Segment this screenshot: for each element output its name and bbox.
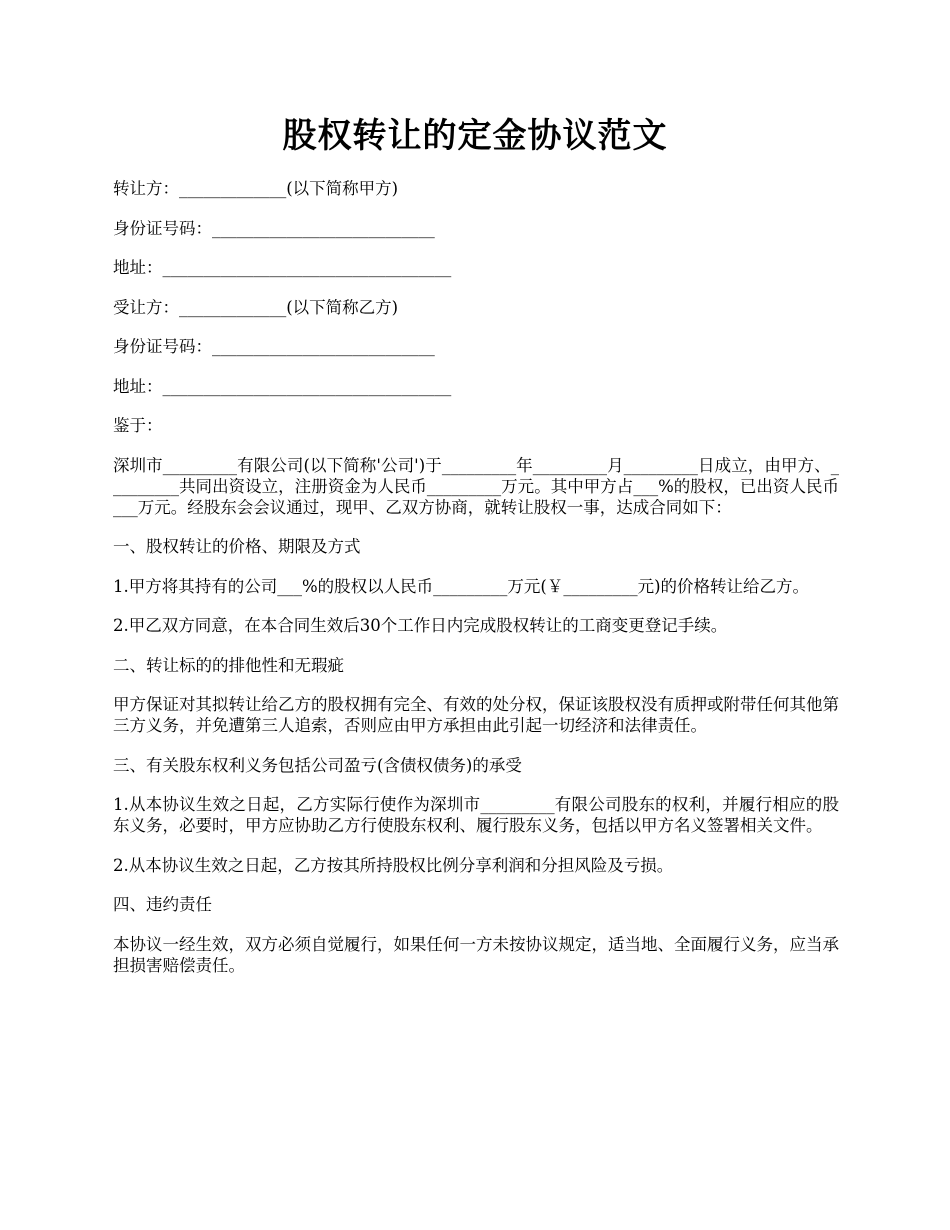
document-body <box>113 178 839 994</box>
section-3-clause-2: 2.从本协议生效之日起，乙方按其所持股权比例分享利润和分担风险及亏损。 <box>113 855 674 875</box>
whereas-paragraph: 深圳市_________有限公司(以下简称'公司')于_________年_________月_________日成立，由甲方、_________共同出资设立，注册资金为人民币_________万元。其中甲方占___%的股权，已出资人民币___万元。经股东会会议通过，现甲、乙双方协商，就转让股权一事，达成合同如下： <box>113 455 839 517</box>
section-1-clause-2: 2.甲乙双方同意，在本合同生效后30个工作日内完成股权转让的工商变更登记手续。 <box>113 616 728 635</box>
transferee-line: 受让方：_____________(以下简称乙方) <box>113 297 399 317</box>
section-1-heading: 一、股权转让的价格、期限及方式 <box>113 537 361 556</box>
section-4-heading: 四、违约责任 <box>113 895 212 914</box>
document-title: 股权转让的定金协议范文 <box>282 116 668 156</box>
section-4-paragraph: 本协议一经生效，双方必须自觉履行，如果任何一方未按协议规定，适当地、全面履行义务，应当承担损害赔偿责任。 <box>113 934 839 975</box>
transferor-line: 转让方：_____________(以下简称甲方) <box>113 179 399 198</box>
section-2-heading: 二、转让标的的排他性和无瑕疵 <box>113 655 344 675</box>
section-2-paragraph: 甲方保证对其拟转让给乙方的股权拥有完全、有效的处分权，保证该股权没有质押或附带任何其他第三方义务，并免遭第三人追索，否则应由甲方承担由此引起一切经济和法律责任。 <box>113 695 839 735</box>
transferee-id-line: 身份证号码：___________________________ <box>113 337 435 356</box>
section-3-heading: 三、有关股东权利义务包括公司盈亏(含债权债务)的承受 <box>113 755 522 775</box>
section-3-clause-1: 1.从本协议生效之日起，乙方实际行使作为深圳市_________有限公司股东的权利，并履行相应的股东义务，必要时，甲方应协助乙方行使股东权利、履行股东义务，包括以甲方名义签署相关文件。 <box>113 795 839 835</box>
transferee-address-line: 地址：___________________________________ <box>113 376 452 396</box>
section-1-clause-1: 1.甲方将其持有的公司___%的股权以人民币_________万元(￥_________元)的价格转让给乙方。 <box>113 576 810 596</box>
transferor-id-line: 身份证号码：___________________________ <box>113 218 435 238</box>
transferor-address-line: 地址：___________________________________ <box>113 258 452 277</box>
whereas-heading: 鉴于： <box>113 416 163 435</box>
